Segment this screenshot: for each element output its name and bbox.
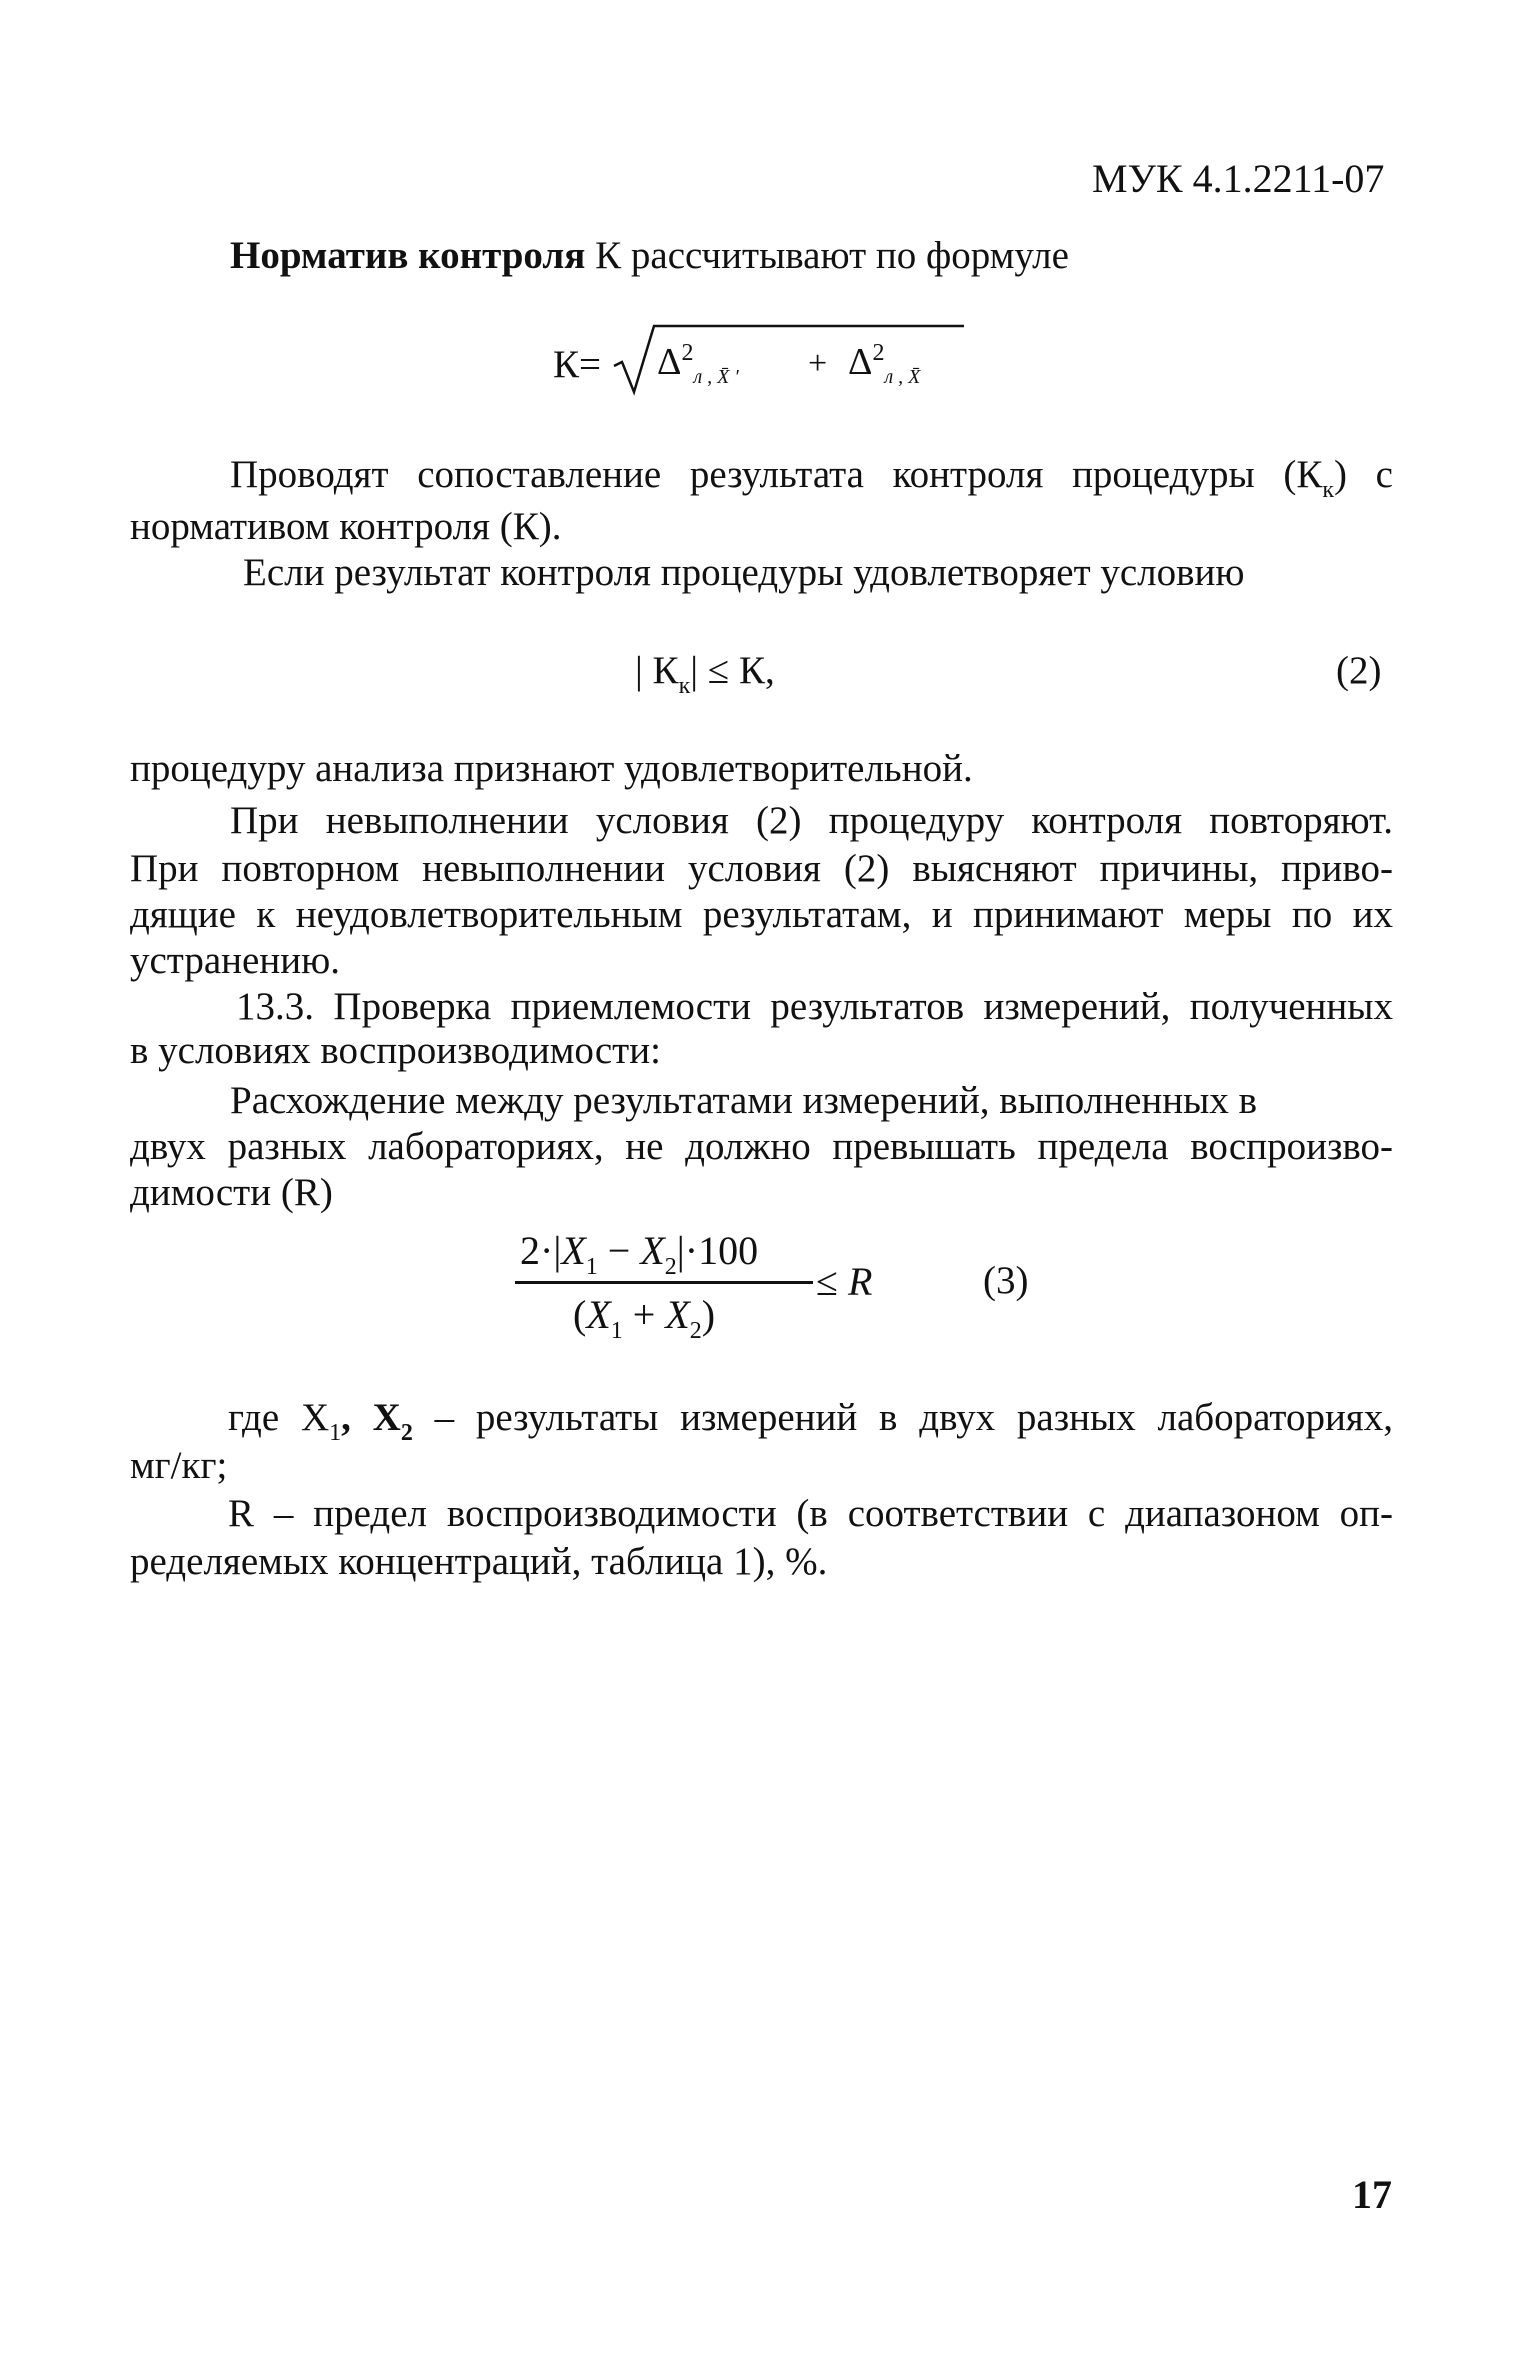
formula-k-plus: + (808, 345, 828, 382)
accept-line: процедуру анализа признают удовлетворительной. (130, 747, 973, 790)
formula-k-term-a: $\Delta^2_{л , X̄ '}$ (657, 340, 739, 388)
fail-line-1: При невыполнении условия (2) процедуру контроля повторяют. (230, 799, 1393, 842)
fail-line-4: устранению. (130, 939, 340, 982)
fail-line-3: дящие к неудовлетворительным результатам, и принимают меры по их (130, 893, 1393, 936)
section-13-3-line-2: в условиях воспроизводимости: (130, 1029, 661, 1072)
page-number: 17 (1352, 2172, 1392, 2217)
formula-3-denominator: $(X_1 + X_2)$ (573, 1292, 716, 1344)
formula-3-relation: ≤ R (816, 1259, 873, 1304)
divergence-line-2: двух разных лабораториях, не должно превышать предела воспроизво- (130, 1125, 1393, 1168)
intro-rest: К рассчитывают по формуле (595, 234, 1069, 277)
compare-line-2: нормативом контроля (К). (130, 505, 562, 548)
fail-line-2: При повторном невыполнении условия (2) выясняют причины, приво- (130, 847, 1393, 890)
formula-3-number: (3) (983, 1259, 1029, 1302)
formula-3-numerator: $2\cdot|X_1 - X_2|\cdot 100$ (520, 1228, 759, 1280)
where-line-1: где $X_1$, $X_2$ – результаты измерений в двух разных лабораториях, (228, 1396, 1393, 1446)
where-line-4: ределяемых концентраций, таблица 1), %. (130, 1540, 828, 1583)
fraction-bar (515, 1281, 813, 1284)
condition-2: | $К_к| \le К$, (635, 649, 775, 699)
formula-k-lhs: К= (553, 343, 602, 386)
where-line-2: мг/кг; (130, 1444, 228, 1487)
formula-k-term-b: $\Delta^2_{л , X̄}$ (848, 340, 921, 388)
divergence-line-1: Расхождение между результатами измерений, выполненных в (230, 1079, 1258, 1122)
divergence-line-3: димости (R) (130, 1171, 333, 1214)
where-line-3: R – предел воспроизводимости (в соответствии с диапазоном оп- (228, 1492, 1393, 1535)
intro-term: Норматив контроля (230, 234, 586, 277)
intro-line (230, 236, 1069, 275)
document-code: МУК 4.1.2211-07 (1092, 156, 1385, 201)
compare-line-1: Проводят сопоставление результата контроля процедуры $(К_к)$ с (230, 453, 1393, 503)
if-line-1: Если результат контроля процедуры удовлетворяет условию (243, 551, 1245, 594)
condition-number: (2) (1336, 649, 1382, 692)
section-13-3-line-1: 13.3. Проверка приемлемости результатов измерений, полученных (236, 985, 1393, 1028)
